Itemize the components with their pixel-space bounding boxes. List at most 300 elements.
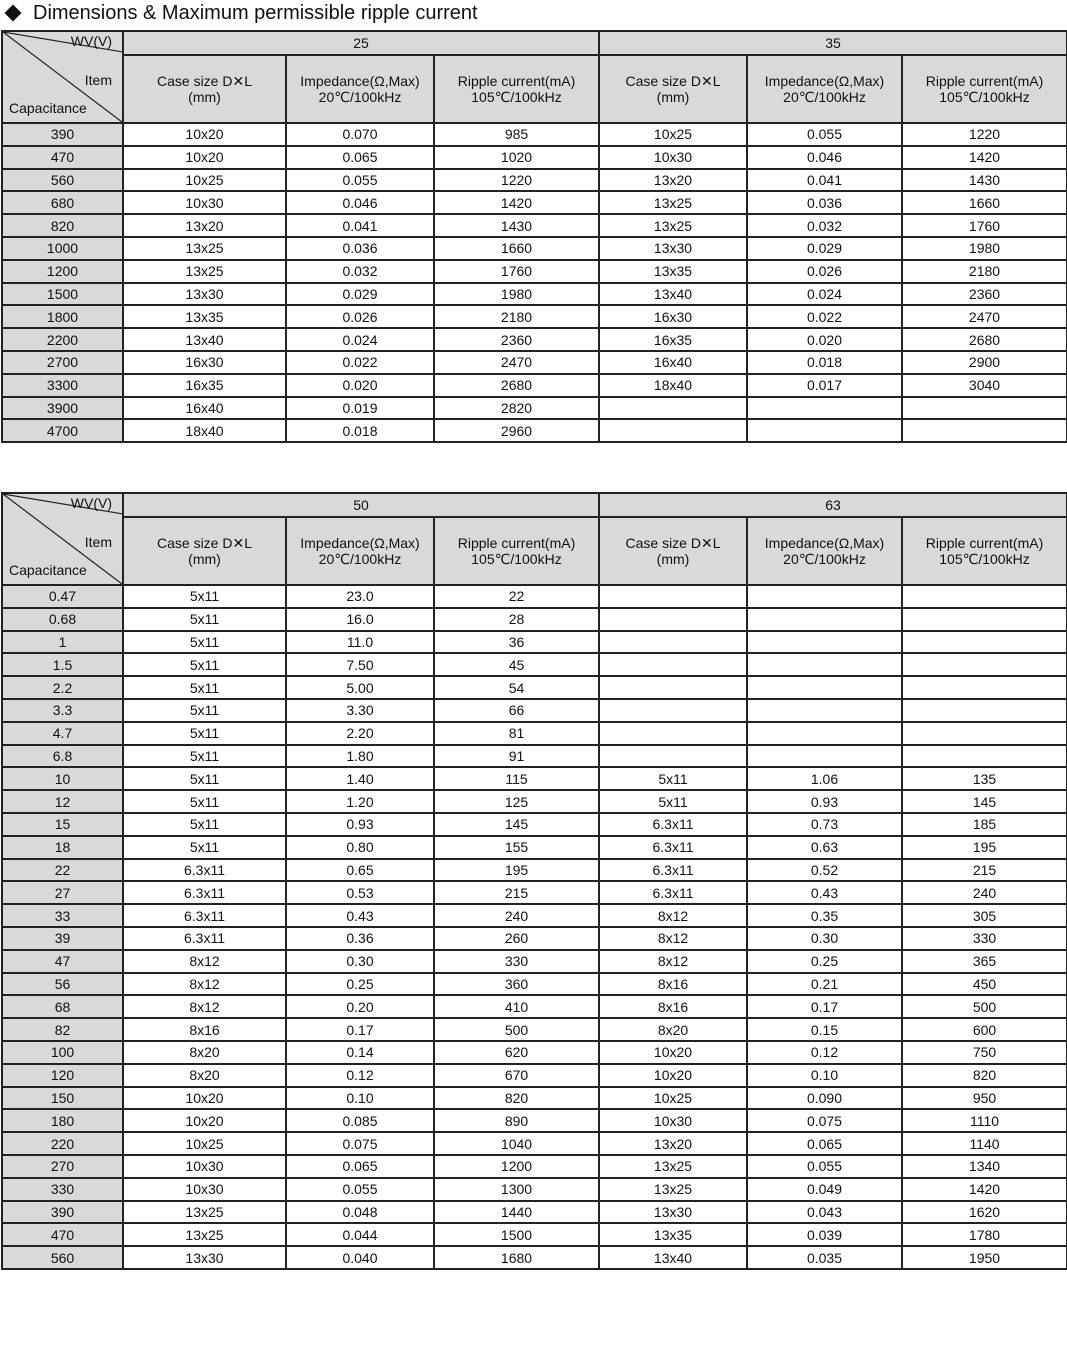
case-size-cell: 5x11 — [123, 767, 286, 790]
table-row — [2, 1223, 1067, 1246]
table-row — [2, 305, 1067, 328]
case-size-cell: 16x30 — [599, 305, 747, 328]
impedance-cell — [747, 699, 902, 722]
ripple-current-cell: 145 — [902, 790, 1067, 813]
page-title — [4, 0, 478, 26]
impedance-cell: 7.50 — [286, 653, 434, 676]
case-size-cell: 13x25 — [123, 1223, 286, 1246]
capacitance-cell: 15 — [2, 813, 123, 836]
case-size-header — [123, 517, 286, 585]
case-size-cell: 13x25 — [599, 1155, 747, 1178]
ripple-current-cell: 1760 — [902, 214, 1067, 237]
case-size-cell: 10x20 — [123, 146, 286, 169]
ripple-current-cell — [902, 745, 1067, 768]
impedance-cell: 0.035 — [747, 1246, 902, 1269]
impedance-cell — [747, 608, 902, 631]
ripple-current-cell: 2470 — [902, 305, 1067, 328]
case-size-cell: 13x35 — [599, 260, 747, 283]
header-line: 20℃/100kHz — [318, 551, 402, 567]
ripple-current-cell: 1420 — [902, 146, 1067, 169]
case-size-cell: 6.3x11 — [599, 813, 747, 836]
impedance-cell: 0.022 — [747, 305, 902, 328]
case-size-cell — [599, 631, 747, 654]
ripple-current-cell: 2820 — [434, 397, 599, 420]
impedance-cell: 0.055 — [286, 1178, 434, 1201]
impedance-cell: 0.055 — [747, 1155, 902, 1178]
impedance-cell: 0.30 — [286, 950, 434, 973]
impedance-cell: 0.029 — [286, 283, 434, 306]
ripple-current-cell: 2180 — [434, 305, 599, 328]
table-row — [2, 1041, 1067, 1064]
capacitance-cell: 470 — [2, 1223, 123, 1246]
impedance-cell: 0.043 — [747, 1201, 902, 1224]
table-row — [2, 169, 1067, 192]
ripple-current-cell — [902, 676, 1067, 699]
impedance-cell: 23.0 — [286, 585, 434, 608]
table-row — [2, 1201, 1067, 1224]
case-size-cell: 13x20 — [123, 214, 286, 237]
table-row — [2, 1132, 1067, 1155]
case-size-cell — [599, 745, 747, 768]
ripple-current-header — [434, 55, 599, 123]
ripple-current-cell: 45 — [434, 653, 599, 676]
ripple-current-header — [434, 517, 599, 585]
case-size-cell: 5x11 — [123, 745, 286, 768]
table-row — [2, 745, 1067, 768]
ripple-current-cell: 2470 — [434, 351, 599, 374]
impedance-cell: 0.085 — [286, 1109, 434, 1132]
impedance-cell: 11.0 — [286, 631, 434, 654]
ripple-current-cell: 1430 — [902, 169, 1067, 192]
impedance-cell: 0.049 — [747, 1178, 902, 1201]
impedance-cell: 0.63 — [747, 836, 902, 859]
impedance-cell: 0.029 — [747, 237, 902, 260]
capacitance-cell: 82 — [2, 1018, 123, 1041]
case-size-cell: 8x20 — [123, 1064, 286, 1087]
impedance-cell: 0.017 — [747, 374, 902, 397]
impedance-cell: 0.024 — [747, 283, 902, 306]
ripple-current-cell: 1200 — [434, 1155, 599, 1178]
capacitance-cell: 150 — [2, 1087, 123, 1110]
table-row — [2, 995, 1067, 1018]
table-row — [2, 397, 1067, 420]
case-size-cell — [599, 585, 747, 608]
capacitance-cell: 22 — [2, 859, 123, 882]
ripple-current-cell: 410 — [434, 995, 599, 1018]
case-size-cell: 13x30 — [123, 1246, 286, 1269]
case-size-cell: 10x20 — [599, 1064, 747, 1087]
voltage-header: 50 — [123, 493, 599, 517]
capacitance-cell: 2.2 — [2, 676, 123, 699]
capacitance-cell: 560 — [2, 169, 123, 192]
wv-label: WV(V) — [70, 495, 112, 511]
ripple-current-cell: 820 — [902, 1064, 1067, 1087]
capacitance-cell: 560 — [2, 1246, 123, 1269]
ripple-current-cell: 36 — [434, 631, 599, 654]
wv-label: WV(V) — [70, 33, 112, 49]
impedance-cell: 1.20 — [286, 790, 434, 813]
impedance-cell: 0.43 — [286, 904, 434, 927]
header-line: Case size D✕L — [625, 535, 721, 551]
impedance-cell: 0.019 — [286, 397, 434, 420]
impedance-cell: 1.06 — [747, 767, 902, 790]
ripple-current-cell — [902, 699, 1067, 722]
impedance-cell: 0.020 — [747, 328, 902, 351]
case-size-cell — [599, 397, 747, 420]
impedance-cell: 0.040 — [286, 1246, 434, 1269]
case-size-cell: 18x40 — [123, 419, 286, 442]
case-size-cell: 8x12 — [123, 950, 286, 973]
header-line: Ripple current(mA) — [925, 535, 1044, 551]
capacitance-cell: 1800 — [2, 305, 123, 328]
ripple-current-cell: 1500 — [434, 1223, 599, 1246]
ripple-current-cell: 1980 — [434, 283, 599, 306]
impedance-cell: 0.075 — [286, 1132, 434, 1155]
ripple-current-cell: 145 — [434, 813, 599, 836]
ripple-current-cell: 115 — [434, 767, 599, 790]
capacitance-cell: 3.3 — [2, 699, 123, 722]
ripple-current-cell: 195 — [902, 836, 1067, 859]
impedance-cell: 0.070 — [286, 123, 434, 146]
impedance-cell: 0.65 — [286, 859, 434, 882]
case-size-cell: 8x12 — [599, 927, 747, 950]
impedance-cell: 0.065 — [286, 146, 434, 169]
ripple-current-cell — [902, 722, 1067, 745]
diamond-bullet-icon — [5, 4, 22, 21]
impedance-header — [747, 55, 902, 123]
case-size-header — [599, 55, 747, 123]
case-size-cell: 10x30 — [599, 146, 747, 169]
table-row — [2, 1087, 1067, 1110]
impedance-cell: 0.032 — [747, 214, 902, 237]
capacitance-cell: 2200 — [2, 328, 123, 351]
case-size-cell: 10x30 — [599, 1109, 747, 1132]
ripple-current-cell: 195 — [434, 859, 599, 882]
case-size-cell: 5x11 — [123, 836, 286, 859]
impedance-cell: 0.020 — [286, 374, 434, 397]
impedance-cell: 0.14 — [286, 1041, 434, 1064]
case-size-cell: 6.3x11 — [123, 904, 286, 927]
ripple-current-cell: 125 — [434, 790, 599, 813]
header-corner-cell — [2, 493, 123, 585]
ripple-current-cell: 1040 — [434, 1132, 599, 1155]
case-size-cell: 6.3x11 — [599, 836, 747, 859]
header-line: Impedance(Ω,Max) — [300, 535, 420, 551]
header-line: Impedance(Ω,Max) — [764, 73, 885, 89]
capacitance-cell: 220 — [2, 1132, 123, 1155]
impedance-cell: 0.93 — [286, 813, 434, 836]
capacitance-cell: 470 — [2, 146, 123, 169]
voltage-header: 25 — [123, 31, 599, 55]
table-row — [2, 260, 1067, 283]
impedance-cell: 0.048 — [286, 1201, 434, 1224]
case-size-cell: 8x20 — [123, 1041, 286, 1064]
impedance-cell: 0.35 — [747, 904, 902, 927]
impedance-cell: 0.039 — [747, 1223, 902, 1246]
ripple-current-cell: 28 — [434, 608, 599, 631]
header-line: Case size D✕L — [625, 73, 721, 89]
case-size-cell: 5x11 — [123, 631, 286, 654]
capacitance-cell: 47 — [2, 950, 123, 973]
table-row — [2, 631, 1067, 654]
table-row — [2, 813, 1067, 836]
ripple-current-cell: 1440 — [434, 1201, 599, 1224]
case-size-cell: 5x11 — [123, 608, 286, 631]
capacitance-label: Capacitance — [9, 100, 87, 116]
case-size-cell: 13x40 — [599, 1246, 747, 1269]
impedance-cell: 0.041 — [747, 169, 902, 192]
impedance-header — [747, 517, 902, 585]
ripple-current-cell: 1300 — [434, 1178, 599, 1201]
voltage-header: 63 — [599, 493, 1067, 517]
ripple-current-cell: 2680 — [434, 374, 599, 397]
case-size-cell: 13x25 — [599, 214, 747, 237]
case-size-cell: 13x40 — [123, 328, 286, 351]
ripple-current-cell: 155 — [434, 836, 599, 859]
capacitance-cell: 33 — [2, 904, 123, 927]
table-row — [2, 722, 1067, 745]
ripple-current-cell: 1780 — [902, 1223, 1067, 1246]
case-size-cell: 8x16 — [599, 995, 747, 1018]
ripple-current-cell: 1220 — [434, 169, 599, 192]
case-size-cell: 5x11 — [123, 790, 286, 813]
table-row — [2, 676, 1067, 699]
impedance-cell: 0.25 — [286, 973, 434, 996]
capacitance-cell: 100 — [2, 1041, 123, 1064]
table-row — [2, 237, 1067, 260]
impedance-cell: 1.40 — [286, 767, 434, 790]
case-size-cell: 10x20 — [123, 1109, 286, 1132]
case-size-cell: 13x20 — [599, 169, 747, 192]
header-line: (mm) — [188, 551, 221, 567]
header-line: 105℃/100kHz — [471, 89, 562, 105]
table-row — [2, 191, 1067, 214]
header-line: (mm) — [656, 89, 690, 105]
capacitance-cell: 3900 — [2, 397, 123, 420]
table-row — [2, 927, 1067, 950]
case-size-cell — [599, 653, 747, 676]
ripple-current-cell: 240 — [434, 904, 599, 927]
ripple-current-cell: 1430 — [434, 214, 599, 237]
impedance-cell: 0.17 — [747, 995, 902, 1018]
capacitance-cell: 270 — [2, 1155, 123, 1178]
case-size-cell: 16x35 — [123, 374, 286, 397]
ripple-current-cell: 1020 — [434, 146, 599, 169]
impedance-cell: 0.044 — [286, 1223, 434, 1246]
impedance-header — [286, 517, 434, 585]
page-title-text: Dimensions & Maximum permissible ripple current — [33, 2, 478, 24]
impedance-cell: 0.022 — [286, 351, 434, 374]
impedance-cell: 0.73 — [747, 813, 902, 836]
impedance-cell: 5.00 — [286, 676, 434, 699]
voltage-header: 35 — [599, 31, 1067, 55]
ripple-current-cell — [902, 631, 1067, 654]
table-row — [2, 419, 1067, 442]
capacitance-cell: 0.68 — [2, 608, 123, 631]
case-size-cell: 8x12 — [123, 995, 286, 1018]
case-size-cell: 10x20 — [599, 1041, 747, 1064]
impedance-cell — [747, 653, 902, 676]
impedance-cell: 0.21 — [747, 973, 902, 996]
ripple-current-cell: 985 — [434, 123, 599, 146]
ripple-current-cell — [902, 419, 1067, 442]
impedance-cell: 1.80 — [286, 745, 434, 768]
capacitance-cell: 6.8 — [2, 745, 123, 768]
case-size-cell: 6.3x11 — [599, 859, 747, 882]
impedance-cell: 0.055 — [747, 123, 902, 146]
case-size-cell: 5x11 — [123, 653, 286, 676]
case-size-cell: 13x25 — [599, 191, 747, 214]
impedance-cell: 0.10 — [747, 1064, 902, 1087]
table-row — [2, 699, 1067, 722]
capacitance-cell: 1200 — [2, 260, 123, 283]
impedance-cell: 0.52 — [747, 859, 902, 882]
impedance-cell: 0.10 — [286, 1087, 434, 1110]
capacitance-cell: 120 — [2, 1064, 123, 1087]
ripple-current-cell: 240 — [902, 881, 1067, 904]
impedance-cell: 0.018 — [747, 351, 902, 374]
header-line: 20℃/100kHz — [318, 89, 402, 105]
table-row — [2, 1109, 1067, 1132]
capacitance-cell: 1.5 — [2, 653, 123, 676]
ripple-current-cell: 950 — [902, 1087, 1067, 1110]
impedance-header — [286, 55, 434, 123]
case-size-cell: 16x40 — [123, 397, 286, 420]
case-size-cell: 13x35 — [599, 1223, 747, 1246]
ripple-current-cell: 330 — [902, 927, 1067, 950]
table-row — [2, 653, 1067, 676]
case-size-header — [599, 517, 747, 585]
table-row — [2, 904, 1067, 927]
ripple-current-cell: 1660 — [902, 191, 1067, 214]
table-row — [2, 1178, 1067, 1201]
table-row — [2, 1018, 1067, 1041]
header-line: Ripple current(mA) — [457, 535, 576, 551]
case-size-cell: 13x25 — [599, 1178, 747, 1201]
header-line: Case size D✕L — [157, 73, 252, 89]
case-size-cell: 5x11 — [599, 767, 747, 790]
impedance-cell: 0.046 — [747, 146, 902, 169]
impedance-cell: 0.53 — [286, 881, 434, 904]
capacitance-cell: 56 — [2, 973, 123, 996]
capacitance-cell: 68 — [2, 995, 123, 1018]
case-size-cell: 6.3x11 — [123, 881, 286, 904]
impedance-cell: 0.036 — [286, 237, 434, 260]
spec-table — [1, 492, 1067, 1270]
impedance-cell: 0.032 — [286, 260, 434, 283]
ripple-current-cell: 1980 — [902, 237, 1067, 260]
capacitance-cell: 180 — [2, 1109, 123, 1132]
ripple-current-cell: 1420 — [434, 191, 599, 214]
ripple-current-cell: 600 — [902, 1018, 1067, 1041]
ripple-current-cell: 66 — [434, 699, 599, 722]
impedance-cell: 0.15 — [747, 1018, 902, 1041]
ripple-current-cell: 1760 — [434, 260, 599, 283]
spec-table — [1, 30, 1067, 443]
impedance-cell — [747, 722, 902, 745]
impedance-cell: 0.065 — [286, 1155, 434, 1178]
capacitance-cell: 0.47 — [2, 585, 123, 608]
ripple-current-cell: 1110 — [902, 1109, 1067, 1132]
ripple-current-cell: 1660 — [434, 237, 599, 260]
table-row — [2, 790, 1067, 813]
capacitance-cell: 4.7 — [2, 722, 123, 745]
case-size-cell: 10x30 — [123, 1155, 286, 1178]
ripple-current-cell: 22 — [434, 585, 599, 608]
case-size-cell: 13x40 — [599, 283, 747, 306]
header-line: (mm) — [656, 551, 690, 567]
capacitance-cell: 390 — [2, 123, 123, 146]
case-size-cell: 13x30 — [123, 283, 286, 306]
case-size-cell: 8x16 — [599, 973, 747, 996]
case-size-cell: 8x12 — [599, 904, 747, 927]
table-row — [2, 283, 1067, 306]
header-line: (mm) — [188, 89, 221, 105]
case-size-cell: 6.3x11 — [123, 859, 286, 882]
ripple-current-cell: 1950 — [902, 1246, 1067, 1269]
case-size-cell: 16x40 — [599, 351, 747, 374]
ripple-current-cell: 2360 — [902, 283, 1067, 306]
impedance-cell: 0.024 — [286, 328, 434, 351]
impedance-cell: 0.12 — [286, 1064, 434, 1087]
case-size-cell: 10x30 — [123, 1178, 286, 1201]
header-line: 20℃/100kHz — [783, 89, 866, 105]
table-row — [2, 328, 1067, 351]
header-line: Ripple current(mA) — [457, 73, 576, 89]
capacitance-cell: 390 — [2, 1201, 123, 1224]
header-line: 105℃/100kHz — [939, 551, 1030, 567]
table-row — [2, 351, 1067, 374]
case-size-cell: 10x25 — [123, 1132, 286, 1155]
ripple-current-cell: 260 — [434, 927, 599, 950]
table-row — [2, 1155, 1067, 1178]
case-size-cell: 13x25 — [123, 237, 286, 260]
ripple-current-cell: 1220 — [902, 123, 1067, 146]
case-size-cell: 8x12 — [123, 973, 286, 996]
case-size-cell: 10x20 — [123, 123, 286, 146]
impedance-cell: 0.036 — [747, 191, 902, 214]
ripple-current-cell: 1420 — [902, 1178, 1067, 1201]
ripple-current-cell: 91 — [434, 745, 599, 768]
ripple-current-header — [902, 517, 1067, 585]
ripple-current-cell: 500 — [902, 995, 1067, 1018]
capacitance-label: Capacitance — [9, 562, 87, 578]
case-size-cell: 5x11 — [123, 813, 286, 836]
ripple-current-cell: 81 — [434, 722, 599, 745]
impedance-cell: 0.20 — [286, 995, 434, 1018]
item-label: Item — [84, 534, 112, 550]
header-line: 20℃/100kHz — [783, 551, 866, 567]
header-corner-cell — [2, 31, 123, 123]
case-size-cell: 5x11 — [123, 699, 286, 722]
table-row — [2, 146, 1067, 169]
case-size-cell: 5x11 — [599, 790, 747, 813]
ripple-current-cell: 2900 — [902, 351, 1067, 374]
impedance-cell — [747, 419, 902, 442]
header-line: Case size D✕L — [157, 535, 252, 551]
case-size-cell — [599, 608, 747, 631]
capacitance-cell: 39 — [2, 927, 123, 950]
ripple-current-cell: 305 — [902, 904, 1067, 927]
capacitance-cell: 3300 — [2, 374, 123, 397]
ripple-current-cell — [902, 653, 1067, 676]
case-size-cell: 16x35 — [599, 328, 747, 351]
impedance-cell: 0.026 — [747, 260, 902, 283]
table-row — [2, 608, 1067, 631]
capacitance-cell: 18 — [2, 836, 123, 859]
header-line: Impedance(Ω,Max) — [300, 73, 420, 89]
ripple-current-cell: 135 — [902, 767, 1067, 790]
